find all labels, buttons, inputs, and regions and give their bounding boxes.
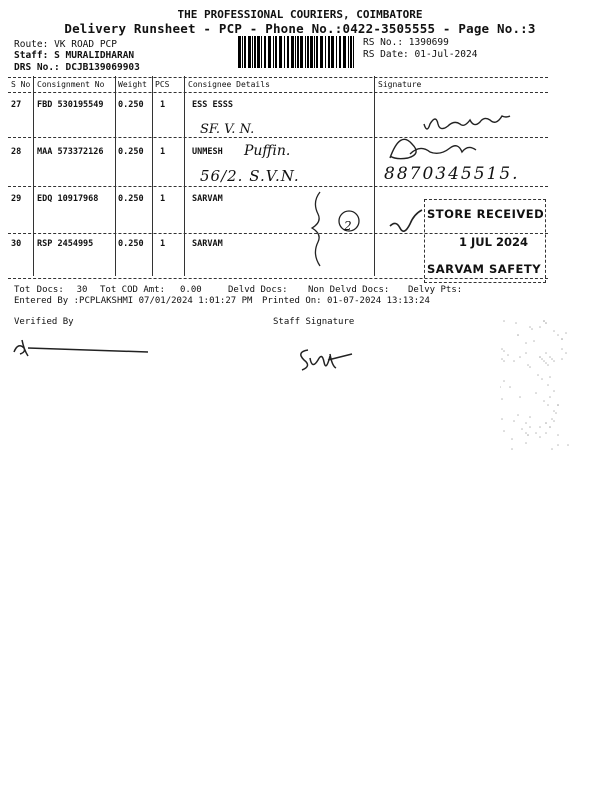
row-28-weight: 0.250 <box>118 147 144 157</box>
page-title: Delivery Runsheet - PCP - Phone No.:0422-3505555 - Page No.:3 <box>64 21 536 36</box>
handwritten-address-row28: 56/2. S.V.N. <box>200 167 300 185</box>
col-header-pcs: PCS <box>155 80 170 89</box>
col-header-consignee: Consignee Details <box>188 80 270 89</box>
drs-label: DRS No.: <box>14 62 60 73</box>
circled-number: 2 <box>344 219 352 233</box>
tot-cod-label: Tot COD Amt: <box>100 285 166 295</box>
row-28-sno: 28 <box>11 147 22 157</box>
row-29-weight: 0.250 <box>118 194 144 204</box>
col-divider <box>115 76 116 276</box>
col-divider <box>33 76 34 276</box>
rs-no-value: 1390699 <box>408 37 449 48</box>
signature-row27-28 <box>380 108 550 164</box>
received-stamp <box>424 199 546 283</box>
row-27-consignee: ESS ESSS <box>192 100 233 110</box>
tot-cod-value: 0.00 <box>180 285 202 295</box>
handwritten-note-row27: SF. V. N. <box>200 122 255 137</box>
staff-line <box>14 50 134 61</box>
rs-date-value: 01-Jul-2024 <box>414 49 478 60</box>
row-27-weight: 0.250 <box>118 100 144 110</box>
barcode <box>238 36 354 68</box>
non-delvd-docs-label: Non Delvd Docs: <box>308 285 390 295</box>
scan-speckle <box>500 320 570 450</box>
verified-by-label: Verified By <box>14 317 74 327</box>
stamp-line-1: STORE RECEIVED <box>427 207 545 221</box>
table-top-rule <box>8 77 548 78</box>
row-28-pcs: 1 <box>160 147 166 157</box>
row-30-consignment: RSP 2454995 <box>37 239 94 249</box>
route-line <box>14 39 117 50</box>
tot-cod <box>100 285 165 295</box>
delvy-pts-label: Delvy Pts: <box>408 285 463 295</box>
col-divider <box>374 76 375 276</box>
row-29-sno: 29 <box>11 194 22 204</box>
company-name: THE PROFESSIONAL COURIERS, COIMBATORE <box>177 8 423 21</box>
col-divider <box>184 76 185 276</box>
printed-on: Printed On: 01-07-2024 13:13:24 <box>262 296 430 306</box>
rs-date-line <box>363 49 477 60</box>
totals-line <box>14 285 87 295</box>
verified-signature <box>4 332 152 360</box>
row-divider <box>8 186 548 187</box>
route-label: Route: <box>14 39 49 50</box>
stamp-date: 1 JUL 2024 <box>459 235 528 249</box>
staff-signature-label: Staff Signature <box>273 317 355 327</box>
row-27-sno: 27 <box>11 100 22 110</box>
row-29-pcs: 1 <box>160 194 166 204</box>
rs-no-line <box>363 37 449 48</box>
tot-docs-value: 30 <box>76 285 88 295</box>
tot-docs-label: Tot Docs: <box>14 285 64 295</box>
table-header-rule <box>8 92 548 93</box>
col-header-consignment: Consignment No <box>37 80 105 89</box>
staff-value: S MURALIDHARAN <box>54 50 135 61</box>
row-28-consignment: MAA 573372126 <box>37 147 104 157</box>
row-27-pcs: 1 <box>160 100 166 110</box>
drs-line <box>14 62 140 73</box>
delvd-docs-label: Delvd Docs: <box>228 285 288 295</box>
col-header-weight: Weight <box>118 80 147 89</box>
staff-signature <box>292 340 362 380</box>
row-30-weight: 0.250 <box>118 239 144 249</box>
row-30-consignee: SARVAM <box>192 239 223 249</box>
rs-no-label: RS No.: <box>363 37 404 48</box>
route-value: VK ROAD PCP <box>54 39 117 50</box>
bracket-mark <box>306 188 366 268</box>
row-30-sno: 30 <box>11 239 22 249</box>
col-divider <box>152 76 153 276</box>
col-header-signature: Signature <box>378 80 422 89</box>
handwritten-phone-row28: 8870345515. <box>384 164 520 184</box>
row-29-consignment: EDQ 10917968 <box>37 194 99 204</box>
staff-label: Staff: <box>14 50 49 61</box>
row-27-consignment: FBD 530195549 <box>37 100 104 110</box>
entered-by: Entered By :PCPLAKSHMI 07/01/2024 1:01:27 PM <box>14 296 253 306</box>
stamp-line-3: SARVAM SAFETY <box>427 262 542 276</box>
handwritten-note-row28: Puffin. <box>244 143 291 159</box>
signature-row29 <box>386 200 426 240</box>
row-29-consignee: SARVAM <box>192 194 223 204</box>
row-30-pcs: 1 <box>160 239 166 249</box>
row-28-consignee: UNMESH <box>192 147 223 157</box>
drs-value: DCJB139069903 <box>65 62 140 73</box>
col-header-sno: S No <box>11 80 31 89</box>
rs-date-label: RS Date: <box>363 49 409 60</box>
